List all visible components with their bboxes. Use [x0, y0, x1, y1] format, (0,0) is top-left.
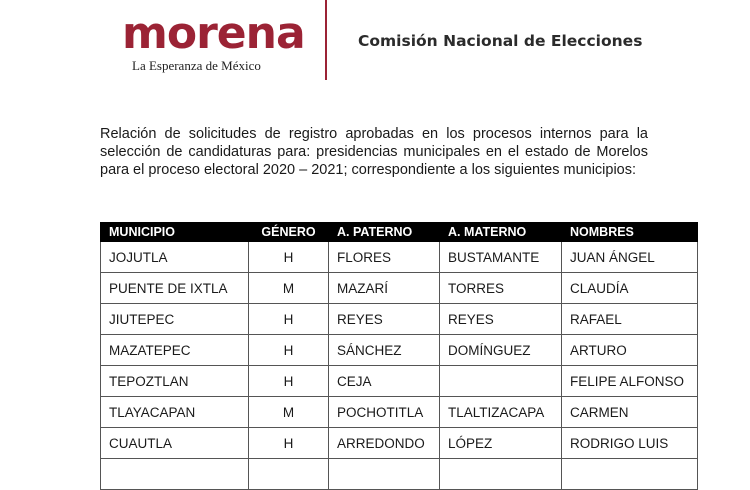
cell-genero: M: [249, 273, 329, 304]
header-municipio: MUNICIPIO: [101, 223, 249, 242]
table-row: [101, 304, 698, 335]
cell-municipio: JIUTEPEC: [101, 304, 249, 335]
table-row: [101, 366, 698, 397]
cell-a-materno: [440, 366, 562, 397]
table-row: [101, 273, 698, 304]
table-row: [101, 397, 698, 428]
candidates-table: [100, 222, 698, 490]
cell-genero: H: [249, 242, 329, 273]
cell-a-materno: TLALTIZACAPA: [440, 397, 562, 428]
cell-municipio: JOJUTLA: [101, 242, 249, 273]
cell-genero: H: [249, 335, 329, 366]
letterhead: [0, 0, 750, 90]
cell-nombres: CLAUDÍA: [562, 273, 698, 304]
cell-municipio: TEPOZTLAN: [101, 366, 249, 397]
cell-genero: H: [249, 366, 329, 397]
cell-genero: [249, 459, 329, 490]
cell-genero: H: [249, 428, 329, 459]
table-row: [101, 242, 698, 273]
header-a-paterno: A. PATERNO: [329, 223, 440, 242]
cell-a-materno: [440, 459, 562, 490]
cell-nombres: [562, 459, 698, 490]
cell-a-paterno: [329, 459, 440, 490]
cell-nombres: RAFAEL: [562, 304, 698, 335]
cell-a-materno: BUSTAMANTE: [440, 242, 562, 273]
cell-nombres: ARTURO: [562, 335, 698, 366]
header-a-materno: A. MATERNO: [440, 223, 562, 242]
cell-municipio: [101, 459, 249, 490]
cell-a-materno: REYES: [440, 304, 562, 335]
cell-nombres: CARMEN: [562, 397, 698, 428]
cell-nombres: JUAN ÁNGEL: [562, 242, 698, 273]
cell-municipio: CUAUTLA: [101, 428, 249, 459]
cell-nombres: FELIPE ALFONSO: [562, 366, 698, 397]
morena-logo: morena: [122, 8, 305, 59]
cell-a-materno: TORRES: [440, 273, 562, 304]
table-row: [101, 428, 698, 459]
cell-genero: M: [249, 397, 329, 428]
cell-a-materno: LÓPEZ: [440, 428, 562, 459]
cell-nombres: RODRIGO LUIS: [562, 428, 698, 459]
table-header-row: [101, 223, 698, 242]
table-row: [101, 459, 698, 490]
cell-a-paterno: REYES: [329, 304, 440, 335]
commission-title: Comisión Nacional de Elecciones: [358, 32, 643, 50]
header-genero: GÉNERO: [249, 223, 329, 242]
cell-a-paterno: FLORES: [329, 242, 440, 273]
header-divider: [325, 0, 327, 80]
cell-municipio: MAZATEPEC: [101, 335, 249, 366]
logo-tagline: La Esperanza de México: [132, 58, 261, 73]
cell-a-paterno: CEJA: [329, 366, 440, 397]
cell-a-materno: DOMÍNGUEZ: [440, 335, 562, 366]
cell-a-paterno: POCHOTITLA: [329, 397, 440, 428]
cell-municipio: PUENTE DE IXTLA: [101, 273, 249, 304]
cell-a-paterno: ARREDONDO: [329, 428, 440, 459]
intro-paragraph: Relación de solicitudes de registro aprobadas en los procesos internos para la selección de candidaturas para: presidencias municipales en el estado de Morelos para el proceso electoral 2020 – 2021; correspondiente a los siguientes municipios:: [100, 126, 648, 178]
cell-genero: H: [249, 304, 329, 335]
cell-a-paterno: MAZARÍ: [329, 273, 440, 304]
header-nombres: NOMBRES: [562, 223, 698, 242]
cell-municipio: TLAYACAPAN: [101, 397, 249, 428]
table-row: [101, 335, 698, 366]
cell-a-paterno: SÁNCHEZ: [329, 335, 440, 366]
